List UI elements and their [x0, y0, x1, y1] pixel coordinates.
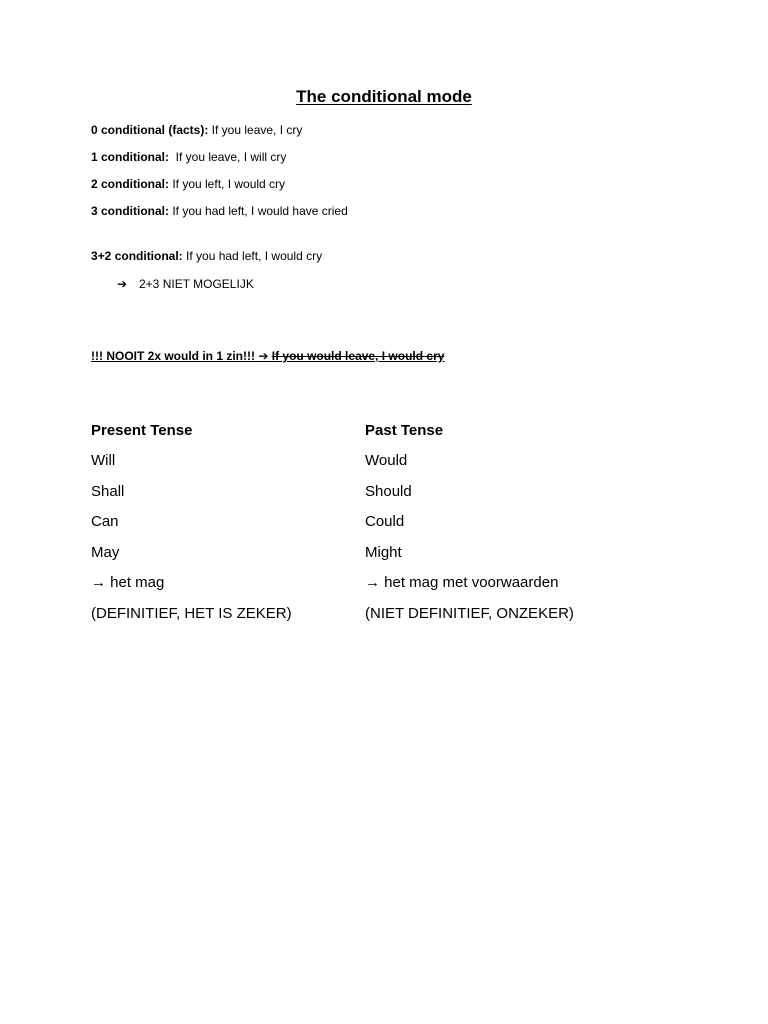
- conditional-3: [91, 204, 348, 218]
- present-tense-header: Present Tense: [91, 422, 193, 439]
- conditional-1: [91, 150, 286, 164]
- note-line: [117, 277, 254, 291]
- present-item: → het mag: [91, 574, 165, 591]
- conditional-0-example: If you leave, I cry: [208, 123, 303, 137]
- note-text: 2+3 NIET MOGELIJK: [139, 277, 254, 291]
- conditional-2-example: If you left, I would cry: [169, 177, 286, 191]
- conditional-1-example: If you leave, I will cry: [169, 150, 287, 164]
- warning-line: [91, 349, 444, 363]
- present-item: May: [91, 544, 120, 561]
- conditional-0: [91, 123, 302, 137]
- past-item: Should: [365, 483, 412, 500]
- conditional-2: [91, 177, 285, 191]
- past-tense-header: Past Tense: [365, 422, 444, 439]
- past-item: (NIET DEFINITIEF, ONZEKER): [365, 605, 574, 622]
- past-item: Might: [365, 544, 402, 561]
- conditional-3-example: If you had left, I would have cried: [169, 204, 348, 218]
- present-item: Shall: [91, 483, 125, 500]
- past-item: Would: [365, 452, 408, 469]
- conditional-3-2-label: 3+2 conditional:: [91, 249, 183, 263]
- warning-text: !!! NOOIT 2x would in 1 zin!!!: [91, 349, 259, 363]
- page-title: The conditional mode: [296, 87, 472, 106]
- conditional-2-label: 2 conditional:: [91, 177, 169, 191]
- conditional-3-2: [91, 249, 322, 263]
- arrow-right-icon: ➔: [117, 277, 128, 291]
- conditional-0-label: 0 conditional (facts):: [91, 123, 209, 137]
- past-item: → het mag met voorwaarden: [365, 574, 559, 591]
- present-item: Will: [91, 452, 116, 469]
- past-item: Could: [365, 513, 405, 530]
- conditional-3-label: 3 conditional:: [91, 204, 169, 218]
- struck-example: If you would leave, I would cry: [271, 349, 445, 363]
- conditional-1-label: 1 conditional:: [91, 150, 169, 164]
- conditional-3-2-example: If you had left, I would cry: [182, 249, 323, 263]
- present-item: Can: [91, 513, 119, 530]
- present-item: (DEFINITIEF, HET IS ZEKER): [91, 605, 292, 622]
- arrow-right-icon: ➔: [258, 349, 269, 363]
